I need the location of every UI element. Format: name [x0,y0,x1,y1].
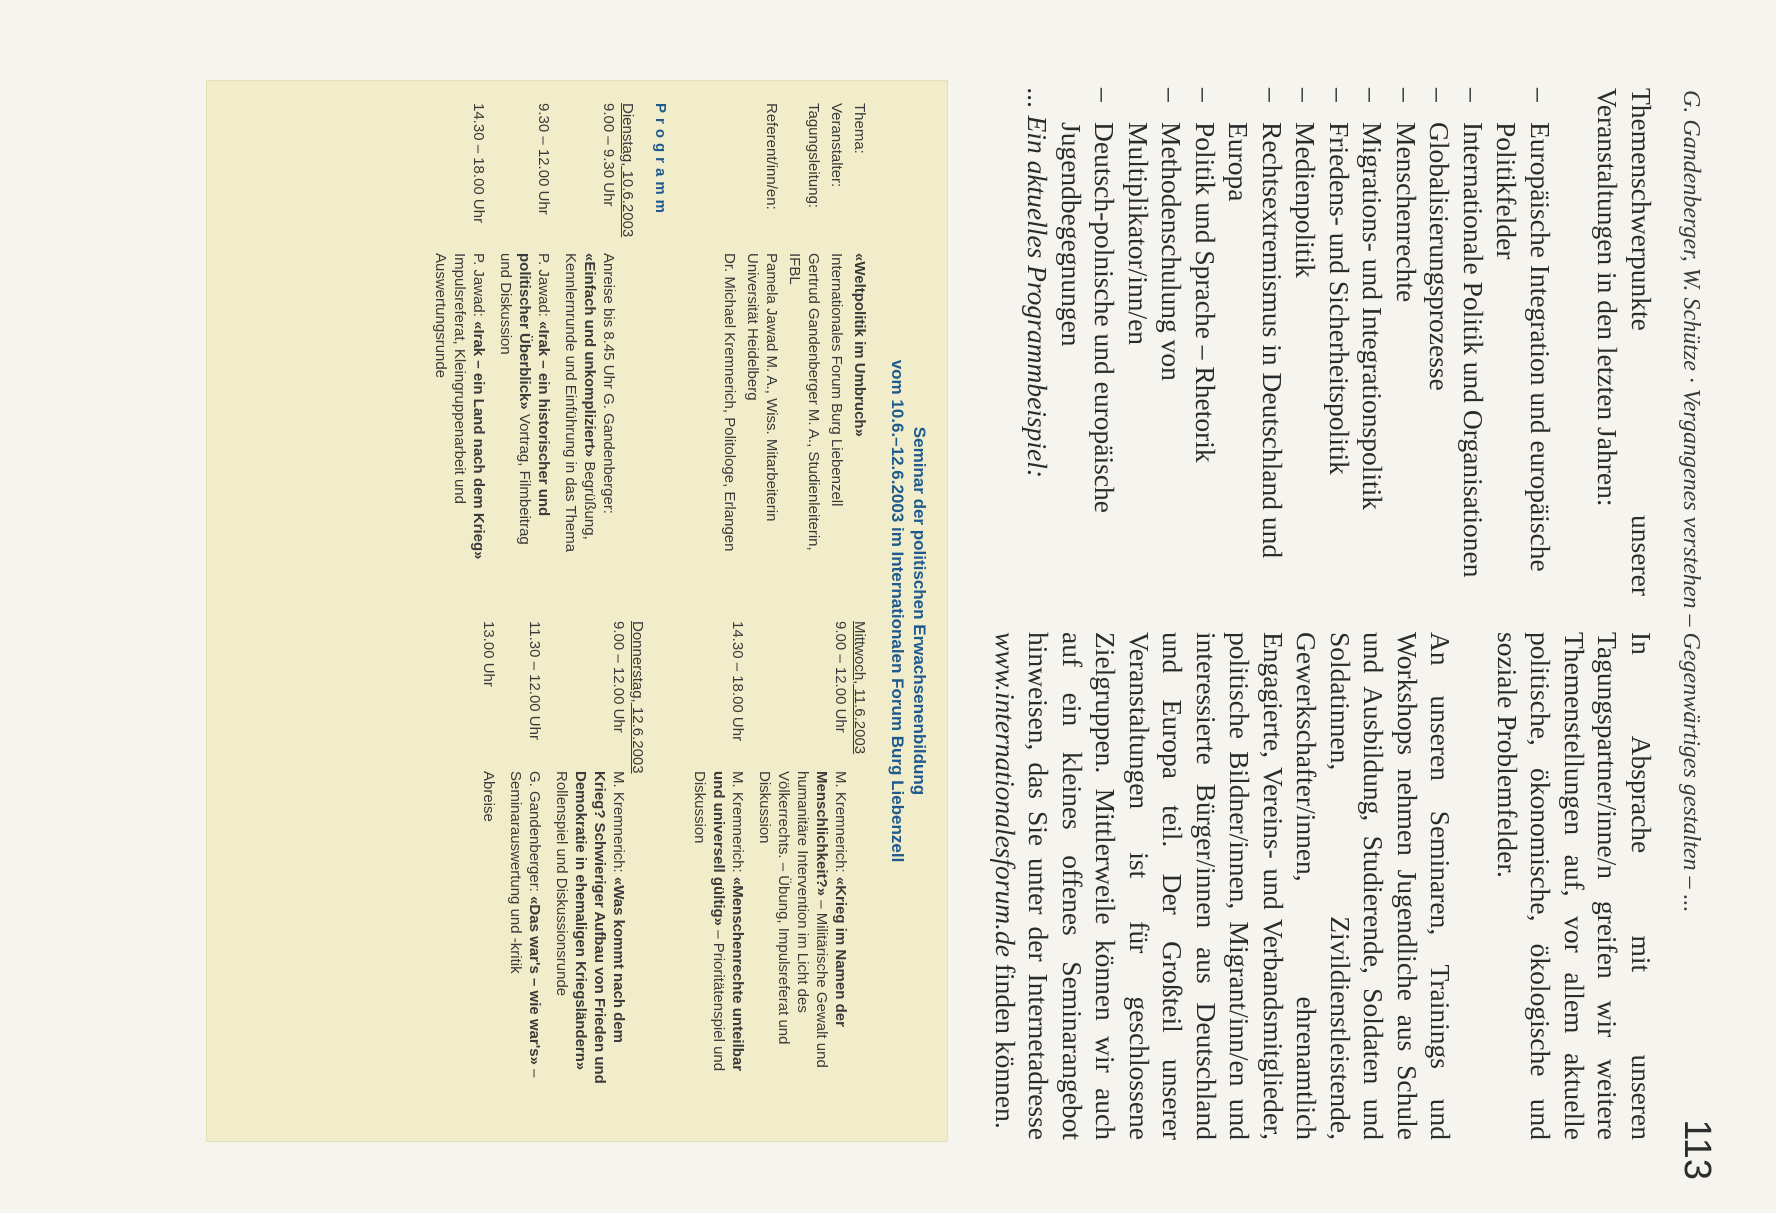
day-date: Donnerstag, 12.6.2003 [629,621,646,774]
session-item: 14.30 – 18.00 Uhr P. Jawad: «Irak – ein Land nach dem Krieg» Impulsreferat, Kleingruppenarbeit und Auswertungsrunde [432,103,487,560]
session-item: 9.00 – 12.00 Uhr M. Kremnerich: «Was kommt nach dem Krieg? Schwieriger Aufbau von Frieden und Demokratie in ehemaligen Kriegsländern» Rollenspiel und Diskussionsrunde [553,621,627,1084]
session-item: 13.00 Uhr Abreise [480,621,497,822]
day-date: Dienstag, 10.6.2003 [619,103,636,238]
list-item: – Medienpolitik [1289,88,1323,596]
list-item: – Deutsch-polnische und europäische Jugendbegegnungen [1055,88,1122,596]
list-item: – Politik und Sprache – Rhetorik [1189,88,1223,596]
running-head: G. Gandenberger, W. Schütze · Vergangenes verstehen – Gegenwärtiges gestalten – ... [1678,90,1704,913]
left-column [1021,88,1658,596]
day-tuesday [423,103,637,573]
list-item: – Migrations- und Integrationspolitik [1356,88,1390,596]
session-item: 14.30 – 18.00 Uhr M. Kremnerich: «Menschenrechte unteilbar und universell gültig» – Prioritätenspiel und Diskussion [691,621,746,1072]
day-thursday [471,621,647,1091]
program-title: Seminar der politischen Erwachsenenbildung [910,426,929,796]
list-item: – Rechtsextremismus in Deutschland und Europa [1222,88,1289,596]
session-item: 9.00 – 9.30 Uhr Anreise bis 8.45 Uhr G. Gandenberger: «Einfach und unkompliziert» Begrüßung, Kennlernrunde und Einführung in das Thema [562,103,617,553]
paragraph-partners: In Absprache mit unseren Tagungspartner/inne/n greifen wir weitere Themenstellungen auf, vor allem aktuelle politische, ökonomische, ökologische und soziale Problemfelder. [1492,632,1657,1140]
paragraph-text-end: finden können. [990,956,1021,1129]
session-item: 9.30 – 12.00 Uhr P. Jawad: «Irak – ein historischer und politischer Überblick» Vortrag, Filmbeitrag und Diskussion [497,103,552,545]
list-item: – Europäische Integration und europäische Politikfelder [1490,88,1557,596]
session-item: 11.30 – 12.00 Uhr G. Gandenberger: «Das war's – wie war's» – Seminarauswertung und -kritik [507,621,543,1078]
program-subtitle: vom 10.6.–12.6.2003 im Internationalen Forum Burg Liebenzell [888,359,907,863]
day-date: Mittwoch, 11.6.2003 [851,621,868,755]
paragraph-text: An unseren Seminaren, Trainings und Workshops nehmen Jugendliche aus Schule und Ausbildung, Studierende, Soldaten und Soldatinnen, Zivildienstleistende, Gewerkschafter/innen, ehrenamtlich Engagierte, Vereins- und Verbandsmitglieder, politische Bildner/innen, Migrant/inn/en und interessierte Bürger/innen aus Deutschland und Europa teil. Der Großteil unserer Veranstaltungen ist für geschlossene Zielgruppen. Mittlerweile können wir auch auf ein kleines offenes Seminarangebot hinweisen, das Sie unter der Internetadresse [1023,632,1457,1140]
seminar-details [716,103,869,563]
detail-row: Referent/inn/en: Pamela Jawad M. A., Wiss. Mitarbeiterin Universität Heidelberg [744,103,780,522]
page-number: 113 [1676,1119,1718,1180]
detail-row: Veranstalter: Internationales Forum Burg Liebenzell [828,103,845,507]
list-item: – Friedens- und Sicherheitspolitik [1323,88,1357,596]
paragraph-participants [989,632,1458,1140]
detail-row: Thema: «Weltpolitik im Umbruch» [851,103,868,437]
program-label: Programm [652,103,669,219]
day-wednesday [682,621,869,1091]
topics-list [1055,88,1558,596]
program-box [206,80,948,1142]
list-item: – Internationale Politik und Organisationen [1457,88,1491,596]
detail-row: Dr. Michael Kremnerich, Politologe, Erlangen [721,253,738,552]
list-item: – Methodenschulung von Multiplikator/inn/en [1122,88,1189,596]
detail-row: Tagungsleitung: Gertrud Gandenberger M. A., Studienleiterin, IFBL [786,103,822,551]
right-column [989,632,1659,1140]
list-item: – Globalisierungsprozesse [1423,88,1457,596]
list-item: – Menschenrechte [1390,88,1424,596]
session-item: 9.00 – 12.00 Uhr M. Kremnerich: «Krieg im Namen der Menschlichkeit?» – Militärische Gewalt und humanitäre Intervention im Licht des Völkerrechts. – Übung, Impulsreferat und Diskussion [756,621,849,1068]
topics-intro: Themenschwerpunkte unserer Veranstaltungen in den letzten Jahren: [1592,88,1657,596]
website-url: www.internationalesforum.de [990,632,1021,957]
program-example-intro: ... Ein aktuelles Programmbeispiel: [1022,88,1054,479]
page-header [1664,80,1724,1180]
